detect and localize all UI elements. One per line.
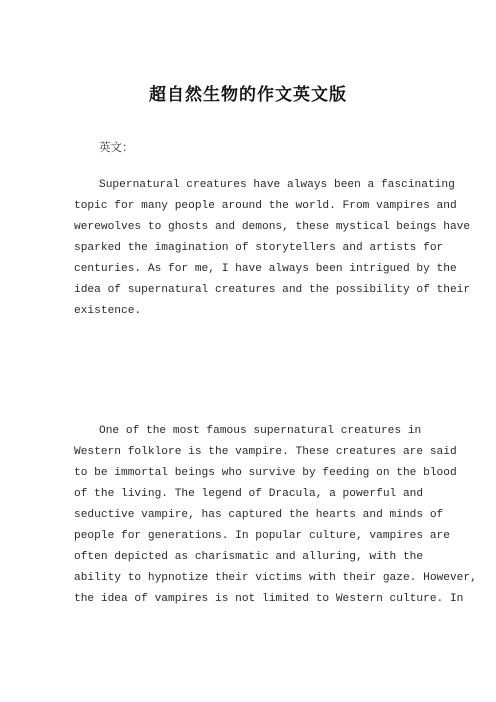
paragraph-line: the idea of vampires is not limited to Western culture. In <box>74 593 464 605</box>
paragraph-line: seductive vampire, has captured the hearts and minds of <box>74 509 444 521</box>
paragraph-line: Western folklore is the vampire. These creatures are said <box>74 446 457 458</box>
paragraph-line: ability to hypnotize their victims with their gaze. However, <box>74 572 477 584</box>
paragraph-line: often depicted as charismatic and alluring, with the <box>74 551 424 563</box>
paragraph-line: Supernatural creatures have always been a fascinating <box>99 179 455 191</box>
paragraph-2 <box>74 421 477 610</box>
paragraph-line: existence. <box>74 305 142 317</box>
section-label: 英文： <box>99 140 134 154</box>
document-title: 超自然生物的作文英文版 <box>149 85 347 105</box>
paragraph-line: topic for many people around the world. From vampires and <box>74 200 457 212</box>
paragraph-line: werewolves to ghosts and demons, these mystical beings have <box>74 221 471 233</box>
paragraph-line: people for generations. In popular culture, vampires are <box>74 530 450 542</box>
paragraph-1 <box>74 175 471 322</box>
paragraph-line: sparked the imagination of storytellers and artists for <box>74 242 444 254</box>
paragraph-line: to be immortal beings who survive by feeding on the blood <box>74 467 457 479</box>
paragraph-line: idea of supernatural creatures and the possibility of their <box>74 284 471 296</box>
paragraph-line: of the living. The legend of Dracula, a powerful and <box>74 488 424 500</box>
paragraph-line: centuries. As for me, I have always been intrigued by the <box>74 263 457 275</box>
paragraph-line: One of the most famous supernatural creatures in <box>99 425 422 437</box>
